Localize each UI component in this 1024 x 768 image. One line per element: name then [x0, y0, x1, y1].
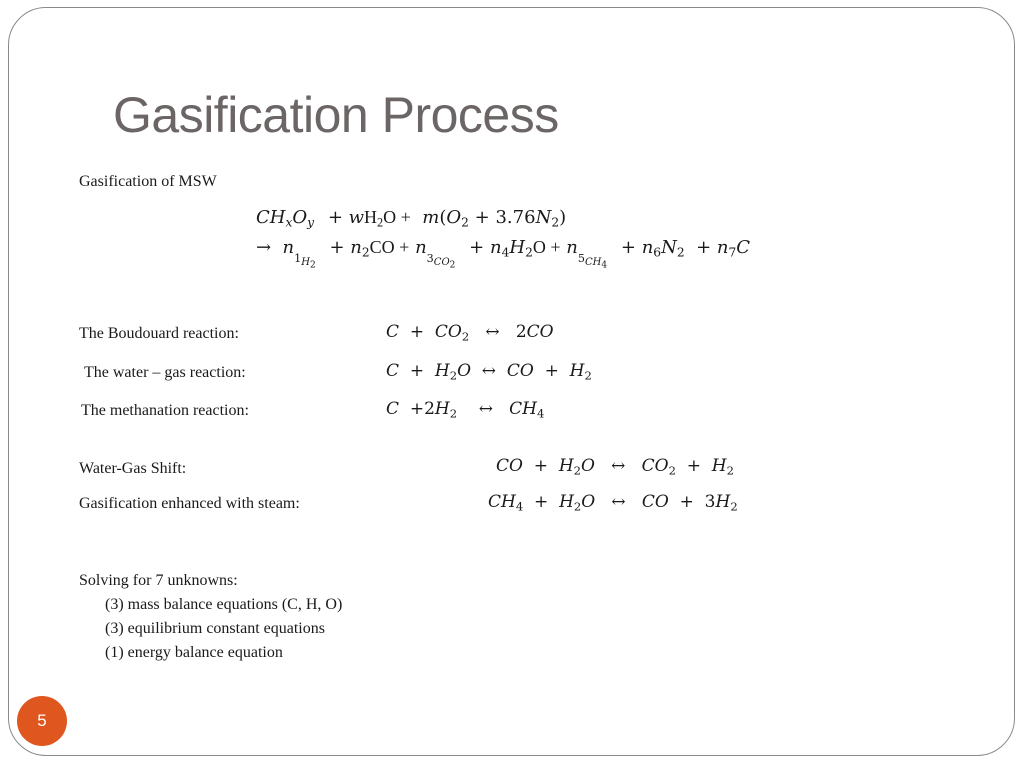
- boudouard-label: The Boudouard reaction:: [79, 325, 239, 342]
- intro-label: Gasification of MSW: [79, 173, 217, 190]
- unknowns-item-energy-balance: (1) energy balance equation: [105, 644, 283, 661]
- overall-equation-products: → $n_{1_{H_2}} + n_2CO + n_{3_{CO_2}} + n_4H_2O + n_{5_{CH_4}} + n_6N_2 + n_7C$: [256, 237, 751, 271]
- water-gas-shift-equation: CO + $H_2O$ ↔ $CO_2 + H_2$: [496, 456, 734, 478]
- water-gas-label: The water – gas reaction:: [84, 364, 246, 381]
- page-number-badge: 5: [17, 696, 67, 746]
- water-gas-shift-label: Water-Gas Shift:: [79, 460, 187, 477]
- methanation-equation: $C +2H_2$ ↔ $CH_4$: [386, 399, 545, 421]
- unknowns-heading: Solving for 7 unknowns:: [79, 572, 238, 589]
- methanation-label: The methanation reaction:: [81, 402, 249, 419]
- slide-title: Gasification Process: [113, 87, 559, 143]
- unknowns-item-equilibrium: (3) equilibrium constant equations: [105, 620, 325, 637]
- unknowns-item-mass-balance: (3) mass balance equations (C, H, O): [105, 596, 343, 613]
- steam-gasification-label: Gasification enhanced with steam:: [79, 495, 300, 512]
- water-gas-equation: $C + H_2O$ ↔ CO + $H_2$: [386, 361, 592, 383]
- overall-equation-reactants: $CH_xO_y + wH_2O + m(O_2 + 3.76N_2)$: [256, 207, 567, 230]
- boudouard-equation: $C + CO_2$ ↔ 2CO: [386, 322, 554, 344]
- steam-gasification-equation: $CH_4 + H_2O$ ↔ CO + $3H_2$: [488, 492, 738, 514]
